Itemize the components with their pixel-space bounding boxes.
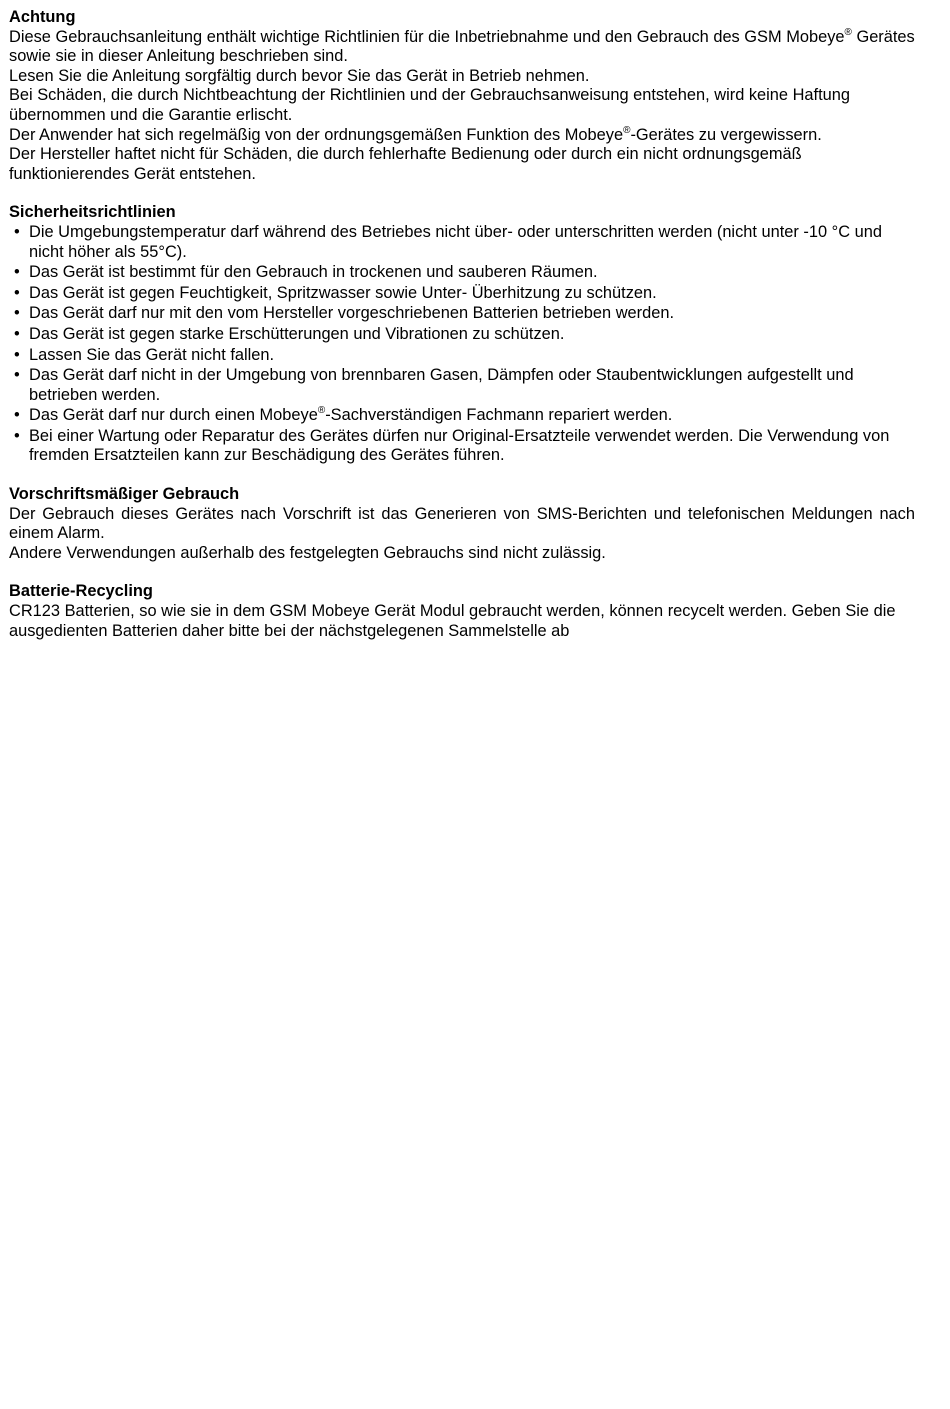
list-item [9, 263, 915, 283]
bullet-icon: • [14, 263, 20, 282]
list-item [9, 304, 915, 324]
paragraph-achtung-4 [9, 126, 915, 146]
heading-achtung: Achtung [9, 8, 76, 26]
list-item [9, 366, 915, 405]
bullet-icon: • [14, 406, 20, 425]
list-item-text: Bei einer Wartung oder Reparatur des Gerätes dürfen nur Original-Ersatzteile verwendet werden. Die Verwendung von fremden Ersatzteilen kann zur Beschädigung des Gerätes führen. [29, 426, 890, 465]
bullet-icon: • [14, 222, 20, 241]
list-item-text: Die Umgebungstemperatur darf während des Betriebes nicht über- oder unterschritten werden (nicht unter -10 °C und nicht höher als 55°C). [29, 222, 882, 261]
paragraph-achtung-2: Lesen Sie die Anleitung sorgfältig durch bevor Sie das Gerät in Betrieb nehmen. [9, 66, 590, 85]
paragraph-gebrauch-1: Der Gebrauch dieses Gerätes nach Vorschrift ist das Generieren von SMS-Berichten und telefonischen Meldungen nach einem Alarm. [9, 504, 915, 543]
paragraph-achtung-5: Der Hersteller haftet nicht für Schäden, die durch fehlerhafte Bedienung oder durch ein nicht ordnungsgemäß funktionierendes Gerät entstehen. [9, 145, 802, 183]
registered-mark: ® [317, 405, 326, 417]
section-batterie-recycling [9, 582, 915, 641]
registered-mark: ® [844, 26, 852, 38]
safety-list [9, 223, 915, 466]
paragraph-gebrauch-2: Andere Verwendungen außerhalb des festgelegten Gebrauchs sind nicht zulässig. [9, 543, 606, 562]
paragraph-text: -Gerätes zu vergewissern. [630, 125, 822, 144]
paragraph-text: Gerätes sowie sie in dieser Anleitung beschrieben sind. [9, 27, 915, 66]
list-item-text: Das Gerät darf nur mit den vom Hersteller vorgeschriebenen Batterien betrieben werden. [29, 304, 675, 323]
registered-mark: ® [623, 124, 631, 136]
list-item-text: Das Gerät ist gegen Feuchtigkeit, Spritzwasser sowie Unter- Überhitzung zu schützen. [29, 283, 657, 302]
list-item-text: Lassen Sie das Gerät nicht fallen. [29, 345, 275, 364]
paragraph-achtung-3: Bei Schäden, die durch Nichtbeachtung der Richtlinien und der Gebrauchsanweisung entstehen, wird keine Haftung übernommen und die Garantie erlischt. [9, 86, 851, 124]
list-item-text: Das Gerät ist bestimmt für den Gebrauch in trockenen und sauberen Räumen. [29, 263, 598, 282]
bullet-icon: • [14, 304, 20, 323]
list-item [9, 427, 915, 466]
list-item-text: Das Gerät ist gegen starke Erschütterungen und Vibrationen zu schützen. [29, 324, 565, 343]
list-item [9, 325, 915, 345]
list-item-text: Das Gerät darf nicht in der Umgebung von brennbaren Gasen, Dämpfen oder Staubentwicklungen aufgestellt und betrieben werden. [29, 366, 854, 404]
bullet-icon: • [14, 426, 20, 445]
paragraph-text: Der Anwender hat sich regelmäßig von der ordnungsgemäßen Funktion des Mobeye [9, 125, 624, 144]
list-item [9, 406, 915, 426]
paragraph-recycling-1: CR123 Batterien, so wie sie in dem GSM Mobeye Gerät Modul gebraucht werden, können recycelt werden. Geben Sie die ausgedienten Batterien daher bitte bei der nächstgelegenen Sammelstelle ab [9, 602, 896, 640]
section-vorschriftsmaessiger-gebrauch [9, 485, 915, 563]
bullet-icon: • [14, 324, 20, 343]
list-item-text: Das Gerät darf nur durch einen Mobeye [29, 406, 318, 425]
list-item-text: -Sachverständigen Fachmann repariert werden. [325, 406, 673, 425]
heading-sicherheitsrichtlinien: Sicherheitsrichtlinien [9, 203, 176, 222]
paragraph-text: Diese Gebrauchsanleitung enthält wichtige Richtlinien für die Inbetriebnahme und den Gebrauch des GSM Mobeye [9, 27, 845, 46]
heading-vorschriftsmaessiger-gebrauch: Vorschriftsmäßiger Gebrauch [9, 485, 240, 504]
heading-batterie-recycling: Batterie-Recycling [9, 582, 153, 601]
section-achtung [9, 8, 915, 184]
list-item [9, 346, 915, 366]
paragraph-achtung-1 [9, 28, 915, 67]
bullet-icon: • [14, 366, 20, 385]
list-item [9, 223, 915, 262]
section-sicherheitsrichtlinien [9, 203, 915, 466]
bullet-icon: • [14, 345, 20, 364]
list-item [9, 284, 915, 304]
document-page [9, 8, 915, 660]
bullet-icon: • [14, 283, 20, 302]
